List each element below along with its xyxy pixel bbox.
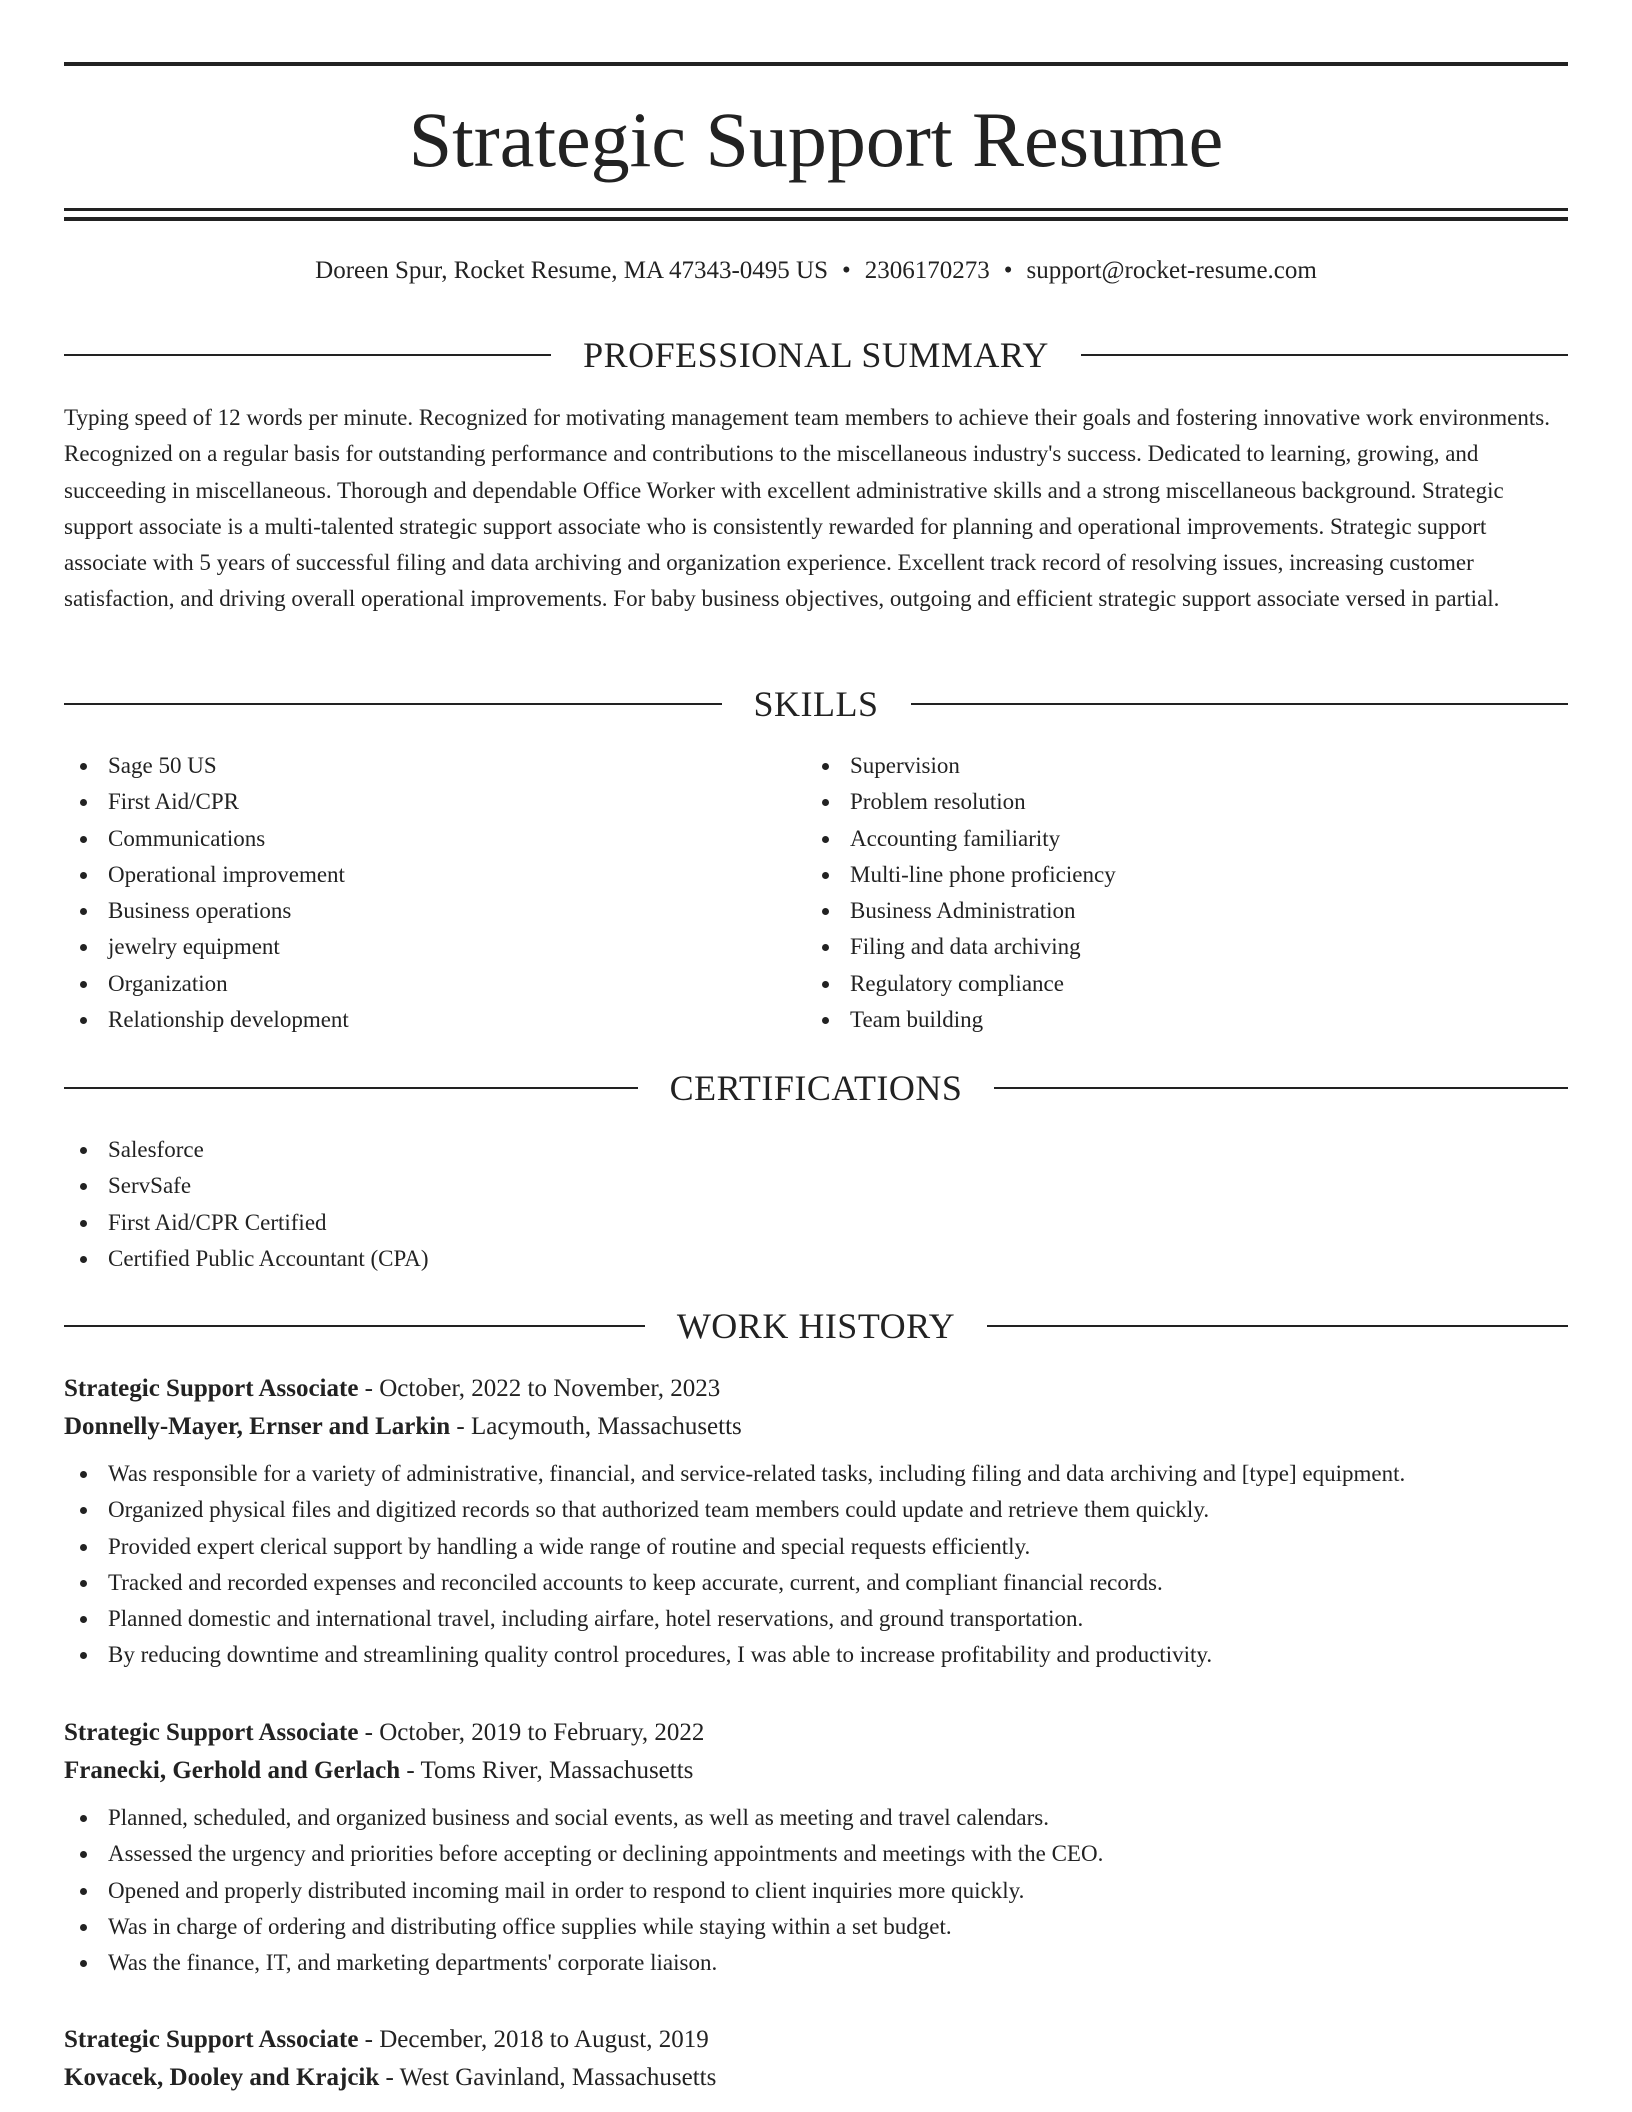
divider bbox=[64, 1325, 645, 1327]
dash: - bbox=[358, 2026, 380, 2053]
list-item: Tracked and recorded expenses and reconciled accounts to keep accurate, current, and compliant financial records. bbox=[64, 1565, 1568, 1601]
job-title-line bbox=[64, 1714, 1568, 1752]
list-item: Was the finance, IT, and marketing departments' corporate liaison. bbox=[64, 1945, 1568, 1981]
job-title: Strategic Support Associate bbox=[64, 1719, 359, 1746]
list-item: Regulatory compliance bbox=[806, 966, 1548, 1002]
contact-separator: • bbox=[842, 257, 851, 284]
dash: - bbox=[358, 1719, 380, 1746]
job-dates: October, 2022 to November, 2023 bbox=[379, 1375, 721, 1402]
contact-line bbox=[64, 254, 1568, 288]
list-item: Salesforce bbox=[64, 1132, 1568, 1168]
list-item: Planned domestic and international travel, including airfare, hotel reservations, and ground transportation. bbox=[64, 1601, 1568, 1637]
list-item: Organized physical files and digitized records so that authorized team members could update and retrieve them quickly. bbox=[64, 1492, 1568, 1528]
contact-separator: • bbox=[1003, 257, 1013, 284]
contact-address: Doreen Spur, Rocket Resume, MA 47343-0495 US bbox=[315, 257, 828, 284]
skills-column-right bbox=[806, 748, 1548, 1038]
certifications-list bbox=[64, 1132, 1568, 1277]
job-entry bbox=[64, 2021, 1568, 2097]
summary-text: Typing speed of 12 words per minute. Recognized for motivating management team members to achieve their goals and fostering innovative work environments. Recognized on a regular basis for outstanding performance and contributions to the miscellaneous industry's success. Dedicated to learning, growing, and succeeding in miscellaneous. Thorough and dependable Office Worker with excellent administrative skills and a strong miscellaneous background. Strategic support associate is a multi-talented strategic support associate who is consistently rewarded for planning and operational improvements. Strategic support associate with 5 years of successful filing and data archiving and organization experience. Excellent track record of resolving issues, increasing customer satisfaction, and driving overall operational improvements. For baby business objectives, outgoing and efficient strategic support associate versed in partial. bbox=[64, 405, 1550, 612]
top-rule bbox=[64, 62, 1568, 66]
job-title: Strategic Support Associate bbox=[64, 2026, 359, 2053]
list-item: Supervision bbox=[806, 748, 1548, 784]
title-double-rule bbox=[64, 208, 1568, 221]
list-item: Relationship development bbox=[64, 1002, 806, 1038]
list-item: Was in charge of ordering and distributing office supplies while staying within a set budget. bbox=[64, 1909, 1568, 1945]
section-title: WORK HISTORY bbox=[676, 1306, 956, 1346]
section-header-work-history bbox=[64, 1306, 1568, 1346]
section-title: CERTIFICATIONS bbox=[669, 1068, 963, 1108]
job-company-line bbox=[64, 1752, 1568, 1790]
list-item: Multi-line phone proficiency bbox=[806, 857, 1548, 893]
list-item: By reducing downtime and streamlining quality control procedures, I was able to increase profitability and productivity. bbox=[64, 1637, 1568, 1673]
list-item: Organization bbox=[64, 966, 806, 1002]
skills-list bbox=[64, 748, 1568, 1038]
job-title-line bbox=[64, 2021, 1568, 2059]
list-item: Business operations bbox=[64, 893, 806, 929]
job-title-line bbox=[64, 1370, 1568, 1408]
certifications-bullets bbox=[64, 1132, 1568, 1277]
list-item: Opened and properly distributed incoming mail in order to respond to client inquiries more quickly. bbox=[64, 1873, 1568, 1909]
list-item: Filing and data archiving bbox=[806, 929, 1548, 965]
dash: - bbox=[379, 2064, 400, 2091]
job-bullets bbox=[64, 1456, 1568, 1674]
dash: - bbox=[450, 1413, 471, 1440]
job-company-line bbox=[64, 2059, 1568, 2097]
section-title: PROFESSIONAL SUMMARY bbox=[583, 335, 1049, 375]
list-item: Operational improvement bbox=[64, 857, 806, 893]
list-item: Problem resolution bbox=[806, 784, 1548, 820]
dash: - bbox=[358, 1375, 380, 1402]
section-title: SKILLS bbox=[753, 684, 879, 724]
job-company-line bbox=[64, 1408, 1568, 1446]
list-item: Team building bbox=[806, 1002, 1548, 1038]
resume-title: Strategic Support Resume bbox=[408, 96, 1224, 183]
job-title: Strategic Support Associate bbox=[64, 1375, 359, 1402]
job-location: West Gavinland, Massachusetts bbox=[399, 2064, 717, 2091]
list-item: First Aid/CPR bbox=[64, 784, 806, 820]
dash: - bbox=[400, 1757, 421, 1784]
job-company: Kovacek, Dooley and Krajcik bbox=[64, 2064, 380, 2091]
list-item: jewelry equipment bbox=[64, 929, 806, 965]
list-item: Assessed the urgency and priorities before accepting or declining appointments and meetings with the CEO. bbox=[64, 1836, 1568, 1872]
list-item: Planned, scheduled, and organized business and social events, as well as meeting and travel calendars. bbox=[64, 1800, 1568, 1836]
list-item: Sage 50 US bbox=[64, 748, 806, 784]
job-entry bbox=[64, 1714, 1568, 1981]
divider bbox=[64, 703, 722, 705]
list-item: Certified Public Accountant (CPA) bbox=[64, 1241, 1568, 1277]
list-item: First Aid/CPR Certified bbox=[64, 1205, 1568, 1241]
job-bullets bbox=[64, 1800, 1568, 1981]
skills-left-list bbox=[64, 748, 806, 1038]
divider bbox=[994, 1087, 1568, 1089]
job-location: Lacymouth, Massachusetts bbox=[470, 1413, 742, 1440]
job-location: Toms River, Massachusetts bbox=[420, 1757, 694, 1784]
list-item: Accounting familiarity bbox=[806, 821, 1548, 857]
list-item: ServSafe bbox=[64, 1168, 1568, 1204]
job-dates: December, 2018 to August, 2019 bbox=[379, 2026, 709, 2053]
list-item: Was responsible for a variety of administrative, financial, and service-related tasks, including filing and data archiving and [type] equipment. bbox=[64, 1456, 1568, 1492]
section-header-summary bbox=[64, 335, 1568, 375]
list-item: Communications bbox=[64, 821, 806, 857]
contact-email[interactable]: support@rocket-resume.com bbox=[1026, 257, 1317, 284]
skills-column-left bbox=[64, 748, 806, 1038]
job-company: Franecki, Gerhold and Gerlach bbox=[64, 1757, 401, 1784]
divider bbox=[64, 1087, 638, 1089]
list-item: Business Administration bbox=[806, 893, 1548, 929]
divider bbox=[1081, 354, 1568, 356]
contact-phone[interactable]: 2306170273 bbox=[864, 257, 990, 284]
list-item: Provided expert clerical support by handling a wide range of routine and special requests efficiently. bbox=[64, 1529, 1568, 1565]
job-company: Donnelly-Mayer, Ernser and Larkin bbox=[64, 1413, 451, 1440]
divider bbox=[911, 703, 1569, 705]
skills-right-list bbox=[806, 748, 1548, 1038]
section-header-skills bbox=[64, 684, 1568, 724]
divider bbox=[64, 354, 551, 356]
job-dates: October, 2019 to February, 2022 bbox=[379, 1719, 705, 1746]
job-entry bbox=[64, 1370, 1568, 1674]
divider bbox=[987, 1325, 1568, 1327]
section-header-certifications bbox=[64, 1068, 1568, 1108]
